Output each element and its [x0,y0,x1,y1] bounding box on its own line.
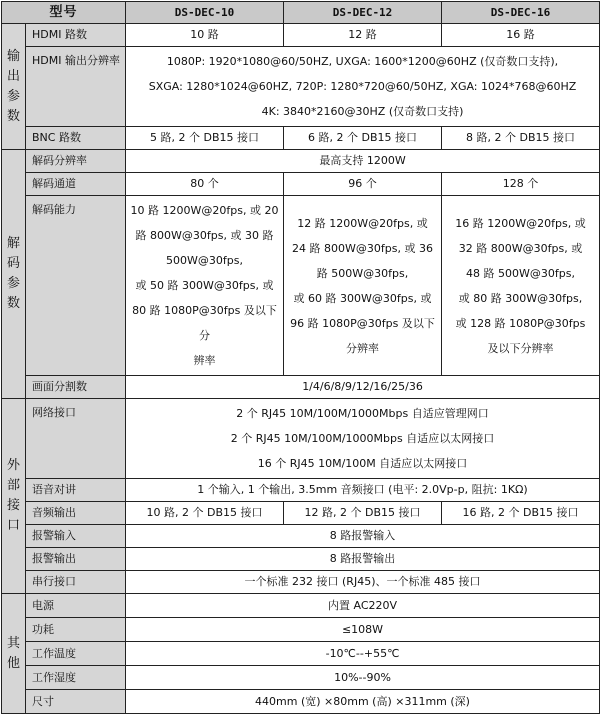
cap3-line-3: 48 路 500W@30fps, [466,266,575,280]
hdmi-resolution-line-3: 4K: 3840*2160@30HZ (仅奇数口支持) [261,105,464,118]
spec-table [1,1,600,714]
group-other [2,594,26,714]
model-col-1: DS-DEC-10 [126,2,284,24]
row-bnc-count [2,127,600,150]
label-split: 画面分割数 [26,376,126,399]
label-decode-channels: 解码通道 [26,173,126,196]
cap2-line-6: 分辨率 [346,341,380,355]
hdmi-count-2: 12 路 [284,24,442,47]
row-network [2,399,600,479]
group-output [2,24,26,150]
label-intercom: 语音对讲 [26,479,126,502]
consumption-value: ≤108W [126,618,600,642]
label-hdmi-count: HDMI 路数 [26,24,126,47]
network-line-1: 2 个 RJ45 10M/100M/1000Mbps 自适应管理网口 [236,407,489,420]
bnc-count-3: 8 路, 2 个 DB15 接口 [442,127,600,150]
model-col-3: DS-DEC-16 [442,2,600,24]
network-line-2: 2 个 RJ45 10M/100M/1000Mbps 自适应以太网接口 [230,432,495,445]
cap1-line-6: 辨率 [193,354,216,367]
cap1-line-4: 或 50 路 300W@30fps, 或 [135,279,274,292]
decode-capability-2 [284,196,442,376]
label-alarm-in: 报警输入 [26,525,126,548]
row-decode-capability [2,196,600,376]
label-decode-capability: 解码能力 [26,196,126,376]
header-row [2,2,600,24]
label-audio-out: 音频输出 [26,502,126,525]
alarm-out-value: 8 路报警输出 [126,548,600,571]
cap1-line-5: 80 路 1080P@30fps 及以下分 [132,304,277,342]
humidity-value: 10%--90% [126,666,600,690]
decode-channels-2: 96 个 [284,173,442,196]
audio-out-2: 12 路, 2 个 DB15 接口 [284,502,442,525]
cap1-line-1: 10 路 1200W@20fps, 或 20 [130,204,279,217]
intercom-value: 1 个输入, 1 个输出, 3.5mm 音频接口 (电平: 2.0Vp-p, 阻抗: 1KΩ) [126,479,600,502]
label-decode-resolution: 解码分辨率 [26,150,126,173]
hdmi-count-3: 16 路 [442,24,600,47]
group-decode-label: 解 码 参 数 [6,236,20,311]
label-alarm-out: 报警输出 [26,548,126,571]
cap2-line-3: 路 500W@30fps, [316,266,409,280]
hdmi-resolution-value [126,47,600,127]
label-power: 电源 [26,594,126,618]
bnc-count-1: 5 路, 2 个 DB15 接口 [126,127,284,150]
network-value [126,399,600,479]
cap3-line-4: 或 80 路 300W@30fps, [458,291,583,305]
decode-channels-1: 80 个 [126,173,284,196]
size-value: 440mm (宽) ×80mm (高) ×311mm (深) [126,690,600,714]
row-hdmi-resolution [2,47,600,127]
row-alarm-out [2,548,600,571]
decode-resolution-value: 最高支持 1200W [126,150,600,173]
model-label: 型号 [2,2,126,24]
hdmi-count-1: 10 路 [126,24,284,47]
label-humidity: 工作湿度 [26,666,126,690]
cap3-line-6: 及以下分辨率 [487,341,554,355]
label-network: 网络接口 [26,399,126,479]
row-temperature [2,642,600,666]
group-external-label: 外 部 接 口 [6,458,20,533]
temperature-value: -10℃--+55℃ [126,642,600,666]
audio-out-3: 16 路, 2 个 DB15 接口 [442,502,600,525]
cap2-line-1: 12 路 1200W@20fps, 或 [297,216,428,230]
row-decode-channels [2,173,600,196]
decode-capability-1 [126,196,284,376]
label-serial: 串行接口 [26,571,126,594]
cap1-line-3: 500W@30fps, [166,254,243,267]
cap1-line-2: 路 800W@30fps, 或 30 路 [135,229,274,242]
group-decode [2,150,26,399]
label-consumption: 功耗 [26,618,126,642]
row-power [2,594,600,618]
cap3-line-1: 16 路 1200W@20fps, 或 [455,216,586,230]
group-external [2,399,26,594]
cap2-line-4: 或 60 路 300W@30fps, 或 [293,291,432,305]
row-intercom [2,479,600,502]
label-temperature: 工作温度 [26,642,126,666]
cap3-line-5: 或 128 路 1080P@30fps [455,316,586,330]
serial-value: 一个标准 232 接口 (RJ45)、一个标准 485 接口 [126,571,600,594]
label-size: 尺寸 [26,690,126,714]
decode-channels-3: 128 个 [442,173,600,196]
split-value: 1/4/6/8/9/12/16/25/36 [126,376,600,399]
decode-capability-3 [442,196,600,376]
power-value: 内置 AC220V [126,594,600,618]
row-consumption [2,618,600,642]
cap2-line-2: 24 路 800W@30fps, 或 36 [292,241,433,255]
group-output-label: 输 出 参 数 [6,48,20,124]
label-bnc-count: BNC 路数 [26,127,126,150]
row-size [2,690,600,714]
row-audio-out [2,502,600,525]
cap2-line-5: 96 路 1080P@30fps 及以下 [290,316,435,330]
cap3-line-2: 32 路 800W@30fps, 或 [458,241,583,255]
row-humidity [2,666,600,690]
hdmi-resolution-line-2: SXGA: 1280*1024@60HZ, 720P: 1280*720@60/50HZ, XGA: 1024*768@60HZ [148,80,577,93]
row-alarm-in [2,525,600,548]
label-hdmi-resolution: HDMI 输出分辨率 [26,47,126,127]
row-split [2,376,600,399]
model-col-2: DS-DEC-12 [284,2,442,24]
row-serial [2,571,600,594]
hdmi-resolution-line-1: 1080P: 1920*1080@60/50HZ, UXGA: 1600*1200@60HZ (仅奇数口支持), [166,55,559,68]
row-decode-resolution [2,150,600,173]
network-line-3: 16 个 RJ45 10M/100M 自适应以太网接口 [257,457,468,470]
row-hdmi-count [2,24,600,47]
audio-out-1: 10 路, 2 个 DB15 接口 [126,502,284,525]
bnc-count-2: 6 路, 2 个 DB15 接口 [284,127,442,150]
group-other-label: 其 他 [6,635,20,671]
alarm-in-value: 8 路报警输入 [126,525,600,548]
